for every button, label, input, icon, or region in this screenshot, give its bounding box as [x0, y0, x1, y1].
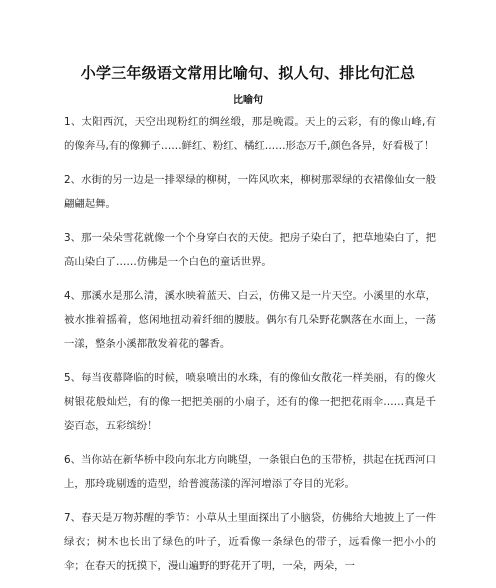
section-heading: 比喻句 — [233, 95, 263, 106]
paragraph-3: 3、那一朵朵雪花就像一个个身穿白衣的天使。把房子染白了，把草地染白了，把高山染白了……仿佛是一个白色的童话世界。 — [64, 232, 436, 268]
paragraph-5: 5、每当夜幕降临的时候，喷泉喷出的水珠，有的像仙女散花一样美丽，有的像火树银花般灿烂，有的像一把把美丽的小扇子，还有的像一把把花雨伞……真是千姿百态，五彩缤纷！ — [64, 372, 436, 432]
paragraph-4: 4、那溪水是那么清，溪水映着蓝天、白云，仿佛又是一片天空。小溪里的水草，被水推着摇着，悠闲地扭动着纤细的腰肢。偶尔有几朵野花飘落在水面上，一荡一漾，整条小溪都散发着花的馨香。 — [64, 290, 436, 350]
document-body — [64, 110, 436, 588]
paragraph-1: 1、太阳西沉，天空出现粉红的绸丝缎，那是晚霞。天上的云彩，有的像山峰,有的像奔马,有的像狮子……鲜红、粉红、橘红……形态万千,颜色各异，好看极了！ — [64, 116, 436, 152]
document-title: 小学三年级语文常用比喻句、拟人句、排比句汇总 — [80, 64, 416, 82]
paragraph-6: 6、当你站在新华桥中段向东北方向眺望，一条银白色的玉带桥，拱起在抚西河口上，那玲珑剔透的造型，给普渡荡漾的浑河增添了夺目的光彩。 — [64, 454, 436, 490]
paragraph-2: 2、水街的另一边是一排翠绿的柳树，一阵风吹来，柳树那翠绿的衣裙像仙女一般翩翩起舞。 — [64, 174, 436, 210]
paragraph-7: 7、春天是万物苏醒的季节：小草从土里面探出了小脑袋，仿佛给大地披上了一件绿衣；树木也长出了绿色的叶子，近看像一条绿色的带子，远看像一把小小的伞；在春天的抚摸下，漫山遍野的野花开了明，一朵，两朵，一 — [64, 512, 436, 572]
